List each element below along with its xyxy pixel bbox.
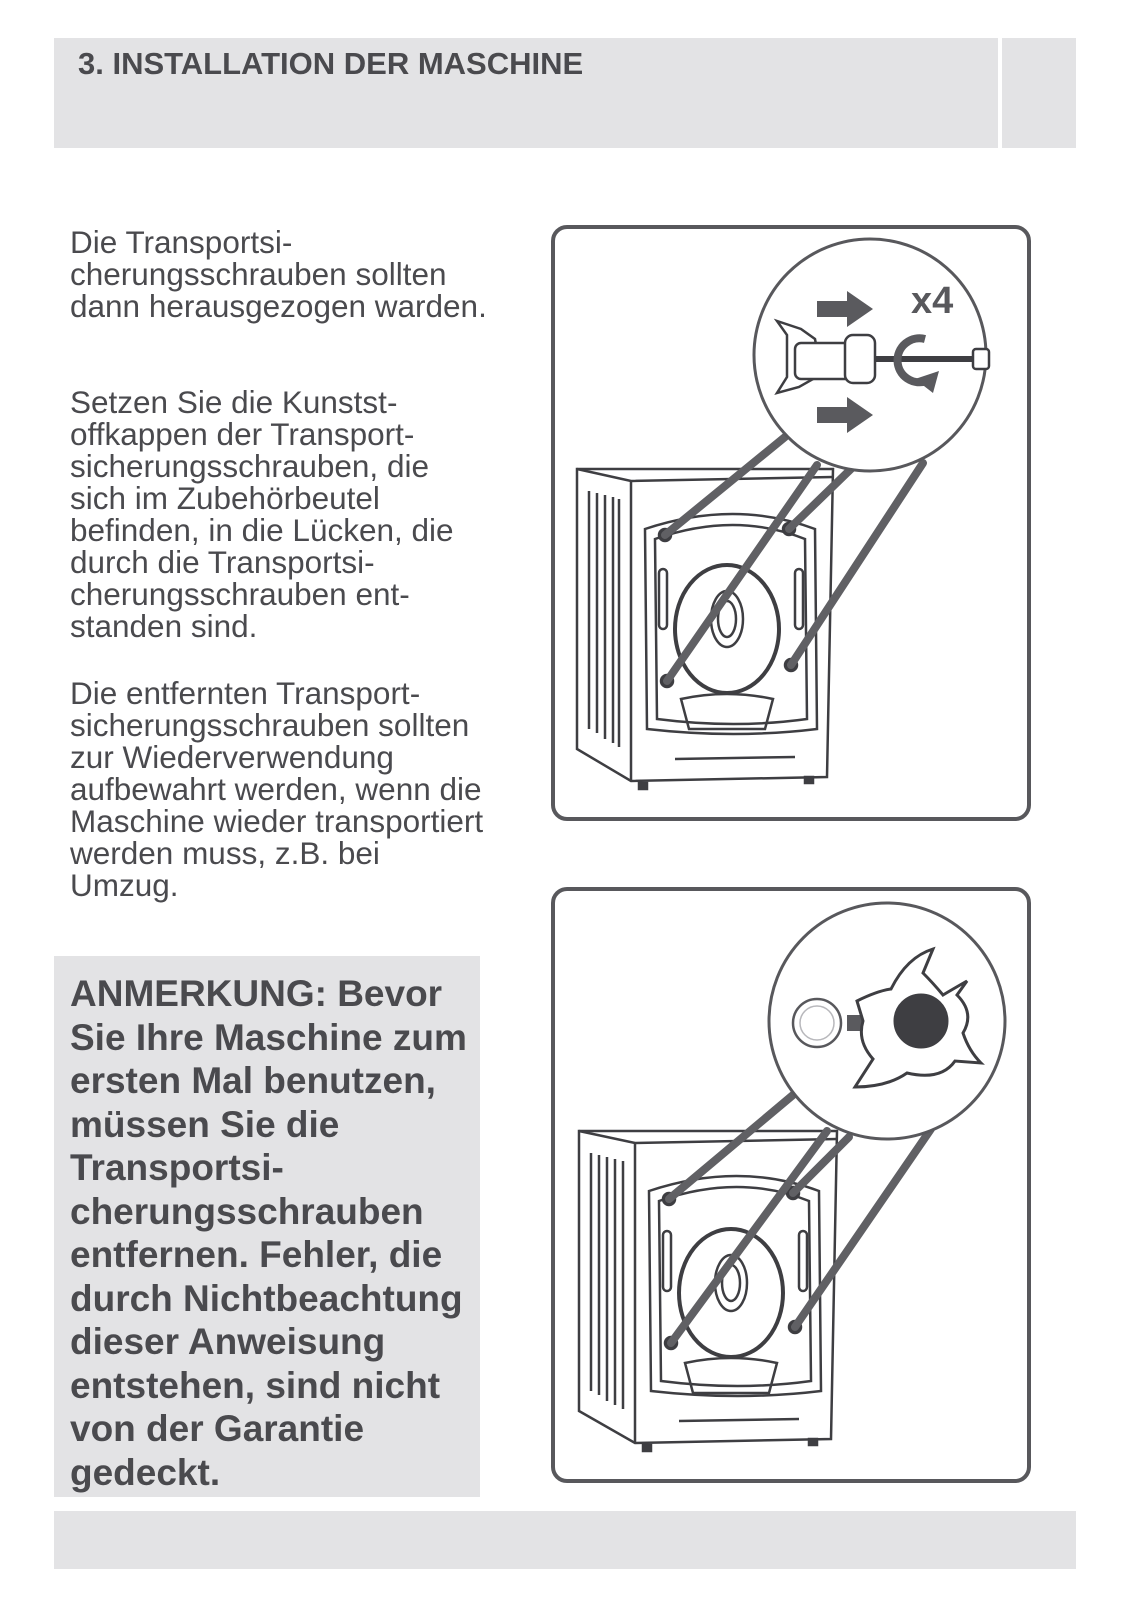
figure-remove-bolts xyxy=(551,225,1031,821)
header-tab xyxy=(1002,38,1076,148)
note-text: ANMERKUNG: Bevor Sie Ihre Maschine zum ersten Mal benutzen, müssen Sie die Transportsicherungsschrauben entfernen. Fehler, die durch Nichtbeachtung dieser Anweisung entstehen, sind nicht von der Garantie gedeckt. xyxy=(70,973,467,1493)
figure-remove-bolts-illustration xyxy=(555,229,1027,817)
figure-insert-caps-illustration xyxy=(555,891,1027,1479)
plastic-cap-icon xyxy=(793,999,841,1047)
instruction-paragraph-1: Die Transportsicherungsschrauben sollten dann herausgezogen warden. xyxy=(70,224,487,324)
instruction-paragraph-3: Die entfernten Transportsicherungsschrauben sollten zur Wiederverwendung aufbewahrt werden, wenn die Maschine wieder transportiert werden muss, z.B. bei Umzug. xyxy=(70,675,484,903)
instruction-paragraph-2: Setzen Sie die Kunststoffkappen der Transportsicherungsschrauben, die sich im Zubehörbeutel befinden, in die Lücken, die durch die Transportsicherungsschrauben entstanden sind. xyxy=(70,384,454,644)
section-title: 3. INSTALLATION DER MASCHINE xyxy=(78,46,584,81)
figure-insert-caps xyxy=(551,887,1031,1483)
footer-bar xyxy=(54,1511,1076,1569)
quantity-badge: x4 xyxy=(911,280,954,322)
